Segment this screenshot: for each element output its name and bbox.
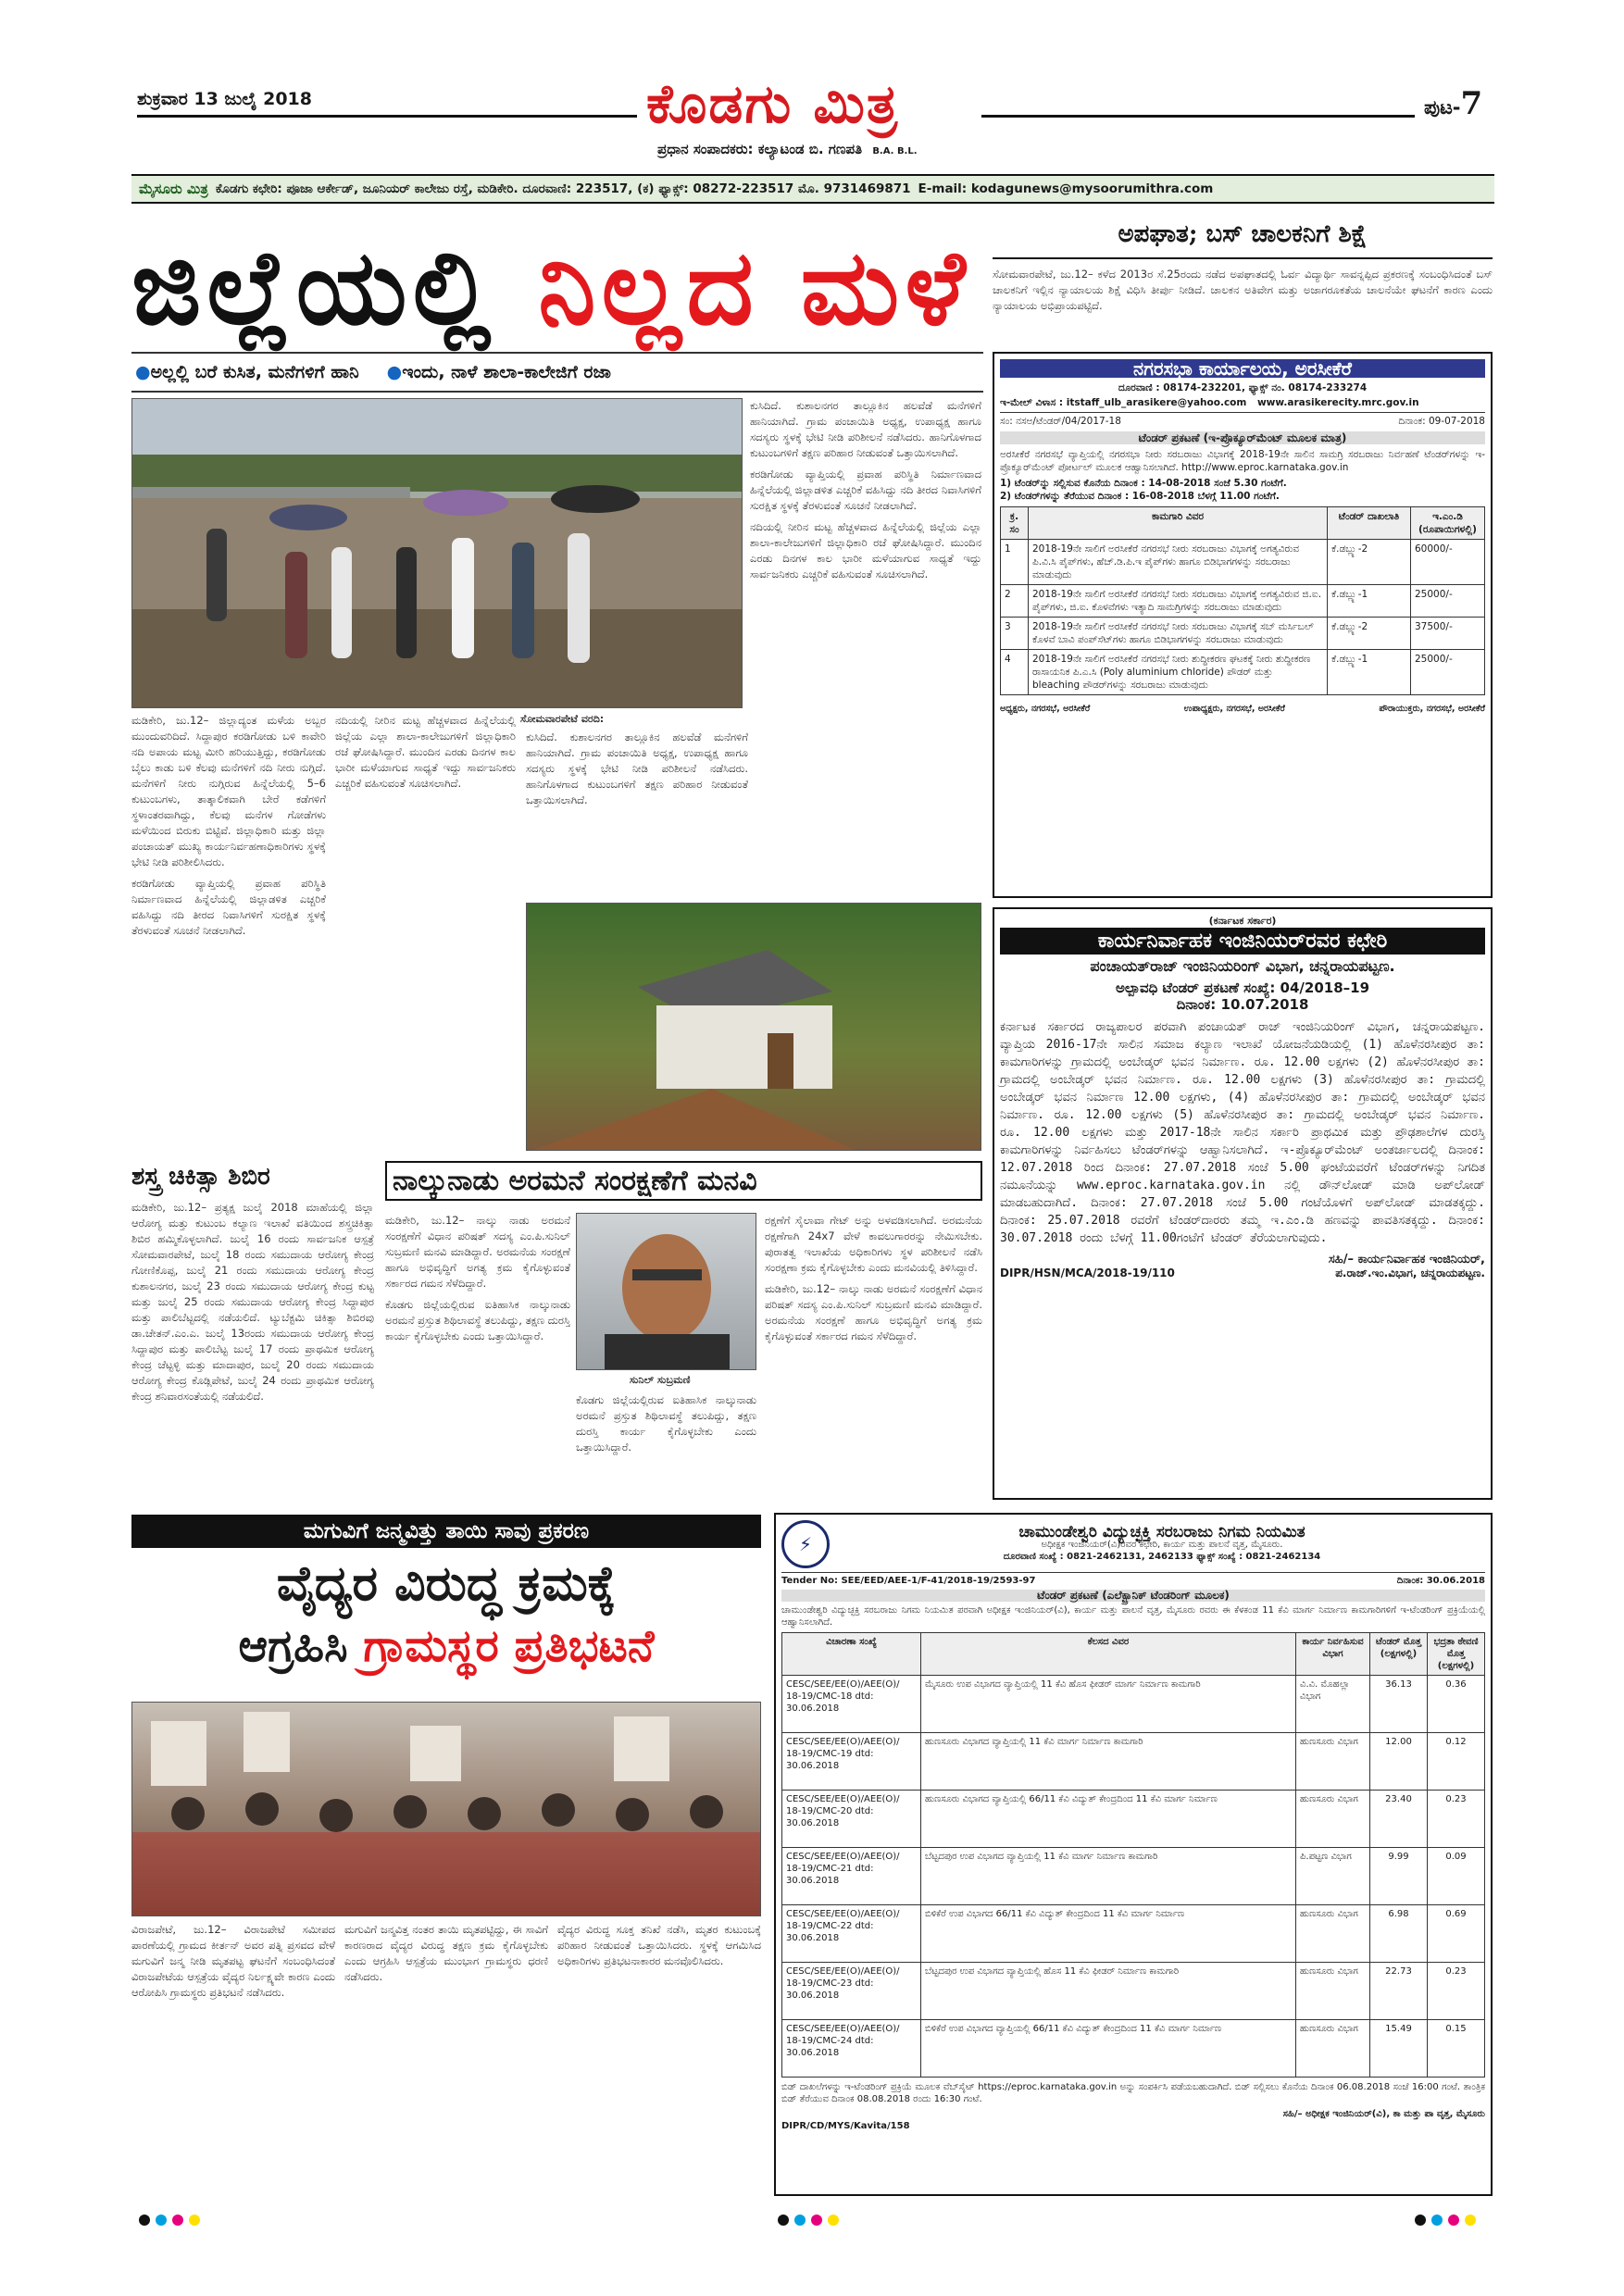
arasikere-open-date: 2) ಟೆಂಡರ್‌ಗಳನ್ನು ತೆರೆಯುವ ದಿನಾಂಕ : 16-08-2018 ಬೆಳಗ್ಗೆ 11.00 ಗಂಟೆಗೆ. [1000,491,1280,502]
address-bar [131,174,1494,204]
table-cell: ಹುಣಸೂರು ವಿಭಾಗದ ವ್ಯಾಪ್ತಿಯಲ್ಲಿ 66/11 ಕೆವಿ ವಿದ್ಯುತ್ ಕೇಂದ್ರದಿಂದ 11 ಕೆವಿ ಮಾರ್ಗ ನಿರ್ಮಾಣ [921,1791,1296,1848]
arasikere-notice-title: ಟೆಂಡರ್ ಪ್ರಕಟಣೆ (ಇ-ಪ್ರೊಕ್ಯೂರ್‌ಮೆಂಟ್ ಮೂಲಕ ಮಾತ್ರ) [1000,431,1485,444]
registration-dot [156,2215,167,2226]
main-story-paragraph: ನದಿಯಲ್ಲಿ ನೀರಿನ ಮಟ್ಟ ಹೆಚ್ಚಳವಾದ ಹಿನ್ನೆಲೆಯಲ್ಲಿ ಜಿಲ್ಲೆಯ ಎಲ್ಲಾ ಶಾಲಾ-ಕಾಲೇಜುಗಳಿಗೆ ಜಿಲ್ಲಾಧಿಕಾರಿ ರಜೆ ಘೋಷಿಸಿದ್ದಾರೆ. ಮುಂದಿನ ಎರಡು ದಿನಗಳ ಕಾಲ ಭಾರೀ ಮಳೆಯಾಗುವ ಸಾಧ್ಯತೆ ಇದ್ದು ಸಾರ್ವಜನಿಕರು ಎಚ್ಚರಿಕೆ ವಹಿಸುವಂತೆ ಸೂಚಿಸಲಾಗಿದೆ. [335,714,516,790]
col-header: ಕಾಮಗಾರಿ ವಿವರ [1029,507,1328,540]
table-cell: ಕೆ.ಡಬ್ಲ್ಯು-1 [1328,650,1411,695]
table-cell: ಹುಣಸೂರು ವಿಭಾಗ [1296,1963,1370,2020]
arasikere-last-date: 1) ಟೆಂಡರ್‌ನ್ನು ಸಲ್ಲಿಸುವ ಕೊನೆಯ ದಿನಾಂಕ : 14-08-2018 ಸಂಜೆ 5.30 ಗಂಟೆಗೆ. [1000,478,1287,489]
arasikere-date: ದಿನಾಂಕ: 09-07-2018 [1398,416,1485,427]
office-email: E-mail: kodagunews@mysoorumithra.com [918,181,1214,196]
table-row [782,1733,1485,1791]
table-cell: ಪಿ.ಪಟ್ಟಣ ವಿಭಾಗ [1296,1848,1370,1905]
headline-part-red: ನಿಲ್ಲದ ಮಳೆ [538,227,971,348]
palace-paragraph: ರಕ್ಷಣೆಗೆ ಸೈಲಾವಾ ಗೇಟ್ ಅನ್ನು ಅಳವಡಿಸಲಾಗಿದೆ. ಅರಮನೆಯ ರಕ್ಷಣೆಗಾಗಿ 24x7 ವೇಳೆ ಕಾವಲುಗಾರರನ್ನು ನೇಮಿಸಬೇಕು. ಪುರಾತತ್ವ ಇಲಾಖೆಯ ಅಧಿಕಾರಿಗಳು ಸ್ಥಳ ಪರಿಶೀಲನೆ ನಡೆಸಿ ಸಂರಕ್ಷಣಾ ಕ್ರಮ ಕೈಗೊಳ್ಳಬೇಕು ಎಂದು ಮನವಿಯಲ್ಲಿ ತಿಳಿಸಿದ್ದಾರೆ. [765,1214,982,1274]
registration-marks-center [778,2215,839,2226]
arasikere-tender-table [1000,506,1485,695]
subhead-2: ●ಇಂದು, ನಾಳೆ ಶಾಲಾ-ಕಾಲೇಜಿಗೆ ರಜಾ [386,362,611,382]
protest-body-col-2: ಮಗುವಿಗೆ ಜನ್ಮವಿತ್ತ ನಂತರ ತಾಯಿ ಮೃತಪಟ್ಟಿದ್ದು, ಈ ಸಾವಿಗೆ ಕಾರಣರಾದ ವೈದ್ಯರ ವಿರುದ್ಧ ತಕ್ಷಣ ಕ್ರಮ ಕೈಗೊಳ್ಳಬೇಕು ಎಂದು ಆಗ್ರಹಿಸಿ ಆಸ್ಪತ್ರೆಯ ಮುಂಭಾಗ ಗ್ರಾಮಸ್ಥರು ಧರಣಿ ನಡೆಸಿದರು. [344,1923,548,1983]
main-headline [131,218,983,357]
ee-sign-dept: ಪ.ರಾಜ್.ಇಂ.ವಿಭಾಗ, ಚನ್ನರಾಯಪಟ್ಟಣ. [1335,1267,1485,1279]
table-cell: 0.36 [1428,1676,1485,1733]
portrait-caption: ಸುನಿಲ್ ಸುಬ್ರಮಣಿ [630,1374,691,1386]
chief-editor [657,141,918,157]
table-cell: CESC/SEE/EE(O)/AEE(O)/ 18-19/CMC-18 dtd: 30.06.2018 [782,1676,921,1733]
table-cell: 0.12 [1428,1733,1485,1791]
arasikere-tender-notice [993,352,1493,898]
signature: ಉಪಾಧ್ಯಕ್ಷರು, ನಗರಸಭೆ, ಅರಸೀಕೆರೆ [1183,704,1285,714]
ee-tender-notice [993,907,1493,1500]
page-label: ಪುಟ- [1424,96,1461,119]
table-cell: 25000/- [1411,585,1485,618]
registration-dot [794,2215,806,2226]
palace-paragraph: ಮಡಿಕೇರಿ, ಜು.12– ನಾಲ್ಕು ನಾಡು ಅರಮನೆ ಸಂರಕ್ಷಣೆಗೆ ವಿಧಾನ ಪರಿಷತ್ ಸದಸ್ಯ ಎಂ.ಪಿ.ಸುನಿಲ್ ಸುಬ್ರಮಣಿ ಮನವಿ ಮಾಡಿದ್ದಾರೆ. ಅರಮನೆಯ ಸಂರಕ್ಷಣೆ ಹಾಗೂ ಅಭಿವೃದ್ಧಿಗೆ ಅಗತ್ಯ ಕ್ರಮ ಕೈಗೊಳ್ಳುವಂತೆ ಸರ್ಕಾರದ ಗಮನ ಸೆಳೆದಿದ್ದಾರೆ. [385,1214,570,1290]
table-cell: CESC/SEE/EE(O)/AEE(O)/ 18-19/CMC-22 dtd: 30.06.2018 [782,1905,921,1963]
registration-dot [1448,2215,1459,2226]
table-cell: 6.98 [1370,1905,1428,1963]
ee-date: ದಿನಾಂಕ: 10.07.2018 [1176,996,1309,1013]
table-row [782,1791,1485,1848]
table-cell: 12.00 [1370,1733,1428,1791]
flood-inspection-photo [131,398,743,708]
main-story-paragraph: ನದಿಯಲ್ಲಿ ನೀರಿನ ಮಟ್ಟ ಹೆಚ್ಚಳವಾದ ಹಿನ್ನೆಲೆಯಲ್ಲಿ ಜಿಲ್ಲೆಯ ಎಲ್ಲಾ ಶಾಲಾ-ಕಾಲೇಜುಗಳಿಗೆ ಜಿಲ್ಲಾಧಿಕಾರಿ ರಜೆ ಘೋಷಿಸಿದ್ದಾರೆ. ಮುಂದಿನ ಎರಡು ದಿನಗಳ ಕಾಲ ಭಾರೀ ಮಳೆಯಾಗುವ ಸಾಧ್ಯತೆ ಇದ್ದು ಸಾರ್ವಜನಿಕರು ಎಚ್ಚರಿಕೆ ವಹಿಸುವಂತೆ ಸೂಚಿಸಲಾಗಿದೆ. [750,520,981,580]
table-cell: 2018-19ನೇ ಸಾಲಿಗೆ ಅರಸೀಕೆರೆ ನಗರಸಭೆ ನೀರು ಸರಬರಾಜು ವಿಭಾಗಕ್ಕೆ ಅಗತ್ಯವಿರುವ ಜಿ.ಐ. ಪೈಪ್‌ಗಳು, ಜಿ.ಐ. ಕೊಳವೆಗಳು ಇತ್ಯಾದಿ ಸಾಮಗ್ರಿಗಳನ್ನು ಸರಬರಾಜು ಮಾಡುವುದು [1029,585,1328,618]
col-header: ವಿಚಾರಣಾ ಸಂಖ್ಯೆ [782,1633,921,1676]
table-cell: ಕೆ.ಡಬ್ಲ್ಯು-2 [1328,618,1411,650]
protest-kicker: ಮಗುವಿಗೆ ಜನ್ಮವಿತ್ತು ತಾಯಿ ಸಾವು ಪ್ರಕರಣ [131,1515,761,1548]
arasikere-email: ಇ-ಮೇಲ್ ವಿಳಾಸ : itstaff_ulb_arasikere@yahoo.com [1000,397,1247,408]
health-camp-body: ಮಡಿಕೇರಿ, ಜು.12– ಪ್ರತ್ಯಕ್ಷ ಜುಲೈ 2018 ಮಾಹೆಯಲ್ಲಿ ಜಿಲ್ಲಾ ಆರೋಗ್ಯ ಮತ್ತು ಕುಟುಂಬ ಕಲ್ಯಾಣ ಇಲಾಖೆ ವತಿಯಿಂದ ಶಸ್ತ್ರಚಿಕಿತ್ಸಾ ಶಿಬಿರ ಹಮ್ಮಿಕೊಳ್ಳಲಾಗಿದೆ. ಜುಲೈ 16 ರಂದು ಸಾರ್ವಜನಿಕ ಆಸ್ಪತ್ರೆ ಸೋಮವಾರಪೇಟೆ, ಜುಲೈ 18 ರಂದು ಸಮುದಾಯ ಆರೋಗ್ಯ ಕೇಂದ್ರ ಗೋಣಿಕೊಪ್ಪ, ಜುಲೈ 21 ರಂದು ಸಮುದಾಯ ಆರೋಗ್ಯ ಕೇಂದ್ರ ಕುಶಾಲನಗರ, ಜುಲೈ 23 ರಂದು ಸಮುದಾಯ ಆರೋಗ್ಯ ಕೇಂದ್ರ ಕುಟ್ಟ ಮತ್ತು ಜುಲೈ 25 ರಂದು ಸಮುದಾಯ ಆರೋಗ್ಯ ಕೇಂದ್ರ ಸಿದ್ದಾಪುರ ಮತ್ತು ಪಾಲಿಬೆಟ್ಟದಲ್ಲಿ ನಡೆಯಲಿದೆ. ಟ್ಯುಬೆಕ್ಟಮಿ ಚಿಕಿತ್ಸಾ ಶಿಬಿರವು ಡಾ.ಚೇತನ್.ಎಂ.ಎ. ಜುಲೈ 13ರಂದು ಸಮುದಾಯ ಆರೋಗ್ಯ ಕೇಂದ್ರ ಸಿದ್ದಾಪುರ ಮತ್ತು ಪಾಲಿಬೆಟ್ಟ ಜುಲೈ 17 ರಂದು ಪ್ರಾಥಮಿಕ ಆರೋಗ್ಯ ಕೇಂದ್ರ ಚೆಟ್ಟಳ್ಳಿ ಮತ್ತು ಮಾದಾಪುರ, ಜುಲೈ 20 ರಂದು ಸಮುದಾಯ ಆರೋಗ್ಯ ಕೇಂದ್ರ ಕೊಡ್ಲಿಪೇಟೆ, ಜುಲೈ 24 ರಂದು ಪ್ರಾಥಮಿಕ ಆರೋಗ್ಯ ಕೇಂದ್ರ ಶನಿವಾರಸಂತೆಯಲ್ಲಿ ನಡೆಯಲಿದೆ. [131,1201,374,1403]
table-cell: 1 [1001,540,1029,585]
table-cell: 2018-19ನೇ ಸಾಲಿಗೆ ಅರಸೀಕೆರೆ ನಗರಸಭೆ ನೀರು ಶುದ್ಧೀಕರಣ ಘಟಕಕ್ಕೆ ನೀರು ಶುದ್ಧೀಕರಣ ರಾಸಾಯನಿಕ ಪಿ.ಎ.ಸಿ (Poly aluminium chloride) ಪೌಡರ್ ಮತ್ತು bleaching ಪೌಡರ್‌ಗಳನ್ನು ಸರಬರಾಜು ಮಾಡುವುದು [1029,650,1328,695]
table-cell: ಕೆ.ಡಬ್ಲ್ಯು-2 [1328,540,1411,585]
table-cell: 25000/- [1411,650,1485,695]
table-cell: 0.15 [1428,2020,1485,2078]
edition-date: ಶುಕ್ರವಾರ 13 ಜುಲೈ 2018 [137,89,312,109]
ee-sign: ಸಹಿ/– ಕಾರ್ಯನಿರ್ವಾಹಕ ಇಂಜಿನಿಯರ್, [1328,1253,1485,1267]
cesc-notice-title: ಟೆಂಡರ್ ಪ್ರಕಟಣೆ (ಎಲೆಕ್ಟ್ರಾನಿಕ್ ಟೆಂಡರಿಂಗ್ ಮೂಲಕ) [781,1590,1485,1602]
cesc-phone: ದೂರವಾಣಿ ಸಂಖ್ಯೆ : 0821-2462131, 2462133 ಫ್ಯಾಕ್ಸ್ ಸಂಖ್ಯೆ : 0821-2462134 [1003,1551,1321,1562]
col-header: ಕೆಲಸದ ವಿವರ [921,1633,1296,1676]
table-row [782,1848,1485,1905]
sister-brand: ಮೈಸೂರು ಮಿತ್ರ [139,181,208,197]
accident-title: ಅಪಘಾತ; ಬಸ್ ಚಾಲಕನಿಗೆ ಶಿಕ್ಷೆ [1118,220,1368,248]
table-cell: ಕೆ.ಡಬ್ಲ್ಯು-1 [1328,585,1411,618]
cesc-dipr: DIPR/CD/MYS/Kavita/158 [781,2121,910,2131]
table-cell: ಹುಣಸೂರು ವಿಭಾಗ [1296,2020,1370,2078]
editor-degree: B.A. B.L. [872,146,918,156]
table-cell: ವಿ.ವಿ. ಮೊಹಲ್ಲಾ ವಿಭಾಗ [1296,1676,1370,1733]
table-cell: 2 [1001,585,1029,618]
palace-title: ನಾಲ್ಕುನಾಡು ಅರಮನೆ ಸಂರಕ್ಷಣೆಗೆ ಮನವಿ [385,1161,982,1201]
table-cell: 15.49 [1370,2020,1428,2078]
bullet-icon: ● [386,362,403,382]
table-row [782,1905,1485,1963]
cesc-tender-table [781,1632,1485,2078]
table-cell: ಹುಣಸೂರು ವಿಭಾಗದ ವ್ಯಾಪ್ತಿಯಲ್ಲಿ 11 ಕೆವಿ ಮಾರ್ಗ ನಿರ್ಮಾಣ ಕಾಮಗಾರಿ [921,1733,1296,1791]
arasikere-website: www.arasikerecity.mrc.gov.in [1256,397,1419,408]
cesc-tender-notice [774,1513,1493,2196]
ee-title: ಕಾರ್ಯನಿರ್ವಾಹಕ ಇಂಜಿನಿಯರ್‌ರವರ ಕಛೇರಿ [1000,928,1485,955]
headline-subbar [131,352,983,393]
cesc-ref-row [781,1572,1485,1587]
page-number-value: 7 [1460,85,1483,122]
main-story-paragraph: ಕರಡಿಗೋಡು ವ್ಯಾಪ್ತಿಯಲ್ಲಿ ಪ್ರವಾಹ ಪರಿಸ್ಥಿತಿ ನಿರ್ಮಾಣವಾದ ಹಿನ್ನೆಲೆಯಲ್ಲಿ ಜಿಲ್ಲಾಡಳಿತ ಎಚ್ಚರಿಕೆ ವಹಿಸಿದ್ದು ನದಿ ತೀರದ ನಿವಾಸಿಗಳಿಗೆ ಸುರಕ್ಷಿತ ಸ್ಥಳಕ್ಕೆ ತೆರಳುವಂತೆ ಸೂಚನೆ ನೀಡಲಾಗಿದೆ. [131,877,326,937]
cesc-office: ಅಧೀಕ್ಷಕ ಇಂಜಿನಿಯರ್(ವಿ)ರವರ ಕಛೇರಿ, ಕಾರ್ಯ ಮತ್ತು ಪಾಲನೆ ವೃತ್ತ, ಮೈಸೂರು. [1041,1539,1283,1550]
table-row [782,1963,1485,2020]
protest-photo [131,1702,761,1916]
table-cell: ಹುಣಸೂರು ವಿಭಾಗ [1296,1791,1370,1848]
cesc-sign: ಸಹಿ/– ಅಧೀಕ್ಷಕ ಇಂಜಿನಿಯರ್(ವಿ), ಕಾ ಮತ್ತು ಪಾ ವೃತ್ತ, ಮೈಸೂರು [1282,2109,1485,2119]
flood-scene-illustration [132,399,743,708]
bullet-icon: ● [135,362,151,382]
table-cell: ಬಿಳಿಕೆರೆ ಉಪ ವಿಭಾಗದ 66/11 ಕೆವಿ ವಿದ್ಯುತ್ ಕೇಂದ್ರದಿಂದ 11 ಕೆವಿ ಮಾರ್ಗ ನಿರ್ಮಾಣ [921,1905,1296,1963]
registration-dot [172,2215,183,2226]
palace-paragraph: ಮಡಿಕೇರಿ, ಜು.12– ನಾಲ್ಕು ನಾಡು ಅರಮನೆ ಸಂರಕ್ಷಣೆಗೆ ವಿಧಾನ ಪರಿಷತ್ ಸದಸ್ಯ ಎಂ.ಪಿ.ಸುನಿಲ್ ಸುಬ್ರಮಣಿ ಮನವಿ ಮಾಡಿದ್ದಾರೆ. ಅರಮನೆಯ ಸಂರಕ್ಷಣೆ ಹಾಗೂ ಅಭಿವೃದ್ಧಿಗೆ ಅಗತ್ಯ ಕ್ರಮ ಕೈಗೊಳ್ಳುವಂತೆ ಸರ್ಕಾರದ ಗಮನ ಸೆಳೆದಿದ್ದಾರೆ. [765,1282,982,1342]
office-address: ಕೊಡಗು ಕಛೇರಿ: ಪೂಜಾ ಆರ್ಕೇಡ್, ಜೂನಿಯರ್ ಕಾಲೇಜು ರಸ್ತೆ, ಮಡಿಕೇರಿ. ದೂರವಾಣಿ: 223517, (ಕ) ಫ್ಯಾಕ್ಸ್: 08272-223517 ಮೊ. 9731469871 [215,181,911,196]
table-cell: CESC/SEE/EE(O)/AEE(O)/ 18-19/CMC-23 dtd: 30.06.2018 [782,1963,921,2020]
col-header: ಇ.ಎಂ.ಡಿ (ರೂಪಾಯಿಗಳಲ್ಲಿ) [1411,507,1485,540]
collapsed-house-photo [526,903,981,1151]
registration-dot [1415,2215,1426,2226]
registration-dot [778,2215,789,2226]
table-cell: 0.23 [1428,1791,1485,1848]
main-story-col-1 [131,713,326,1157]
table-cell: 37500/- [1411,618,1485,650]
table-cell: CESC/SEE/EE(O)/AEE(O)/ 18-19/CMC-21 dtd: 30.06.2018 [782,1848,921,1905]
page-number [1424,85,1482,122]
ee-dept: ಪಂಚಾಯತ್‌ರಾಜ್ ಇಂಜಿನಿಯರಿಂಗ್ ವಿಭಾಗ, ಚನ್ನರಾಯಪಟ್ಟಣ. [1090,957,1395,975]
table-cell: 0.23 [1428,1963,1485,2020]
palace-body-col-2 [576,1392,756,1528]
main-story-paragraph: ಕುಸಿದಿದೆ. ಕುಶಾಲನಗರ ತಾಲ್ಲೂಕಿನ ಹಲವೆಡೆ ಮನೆಗಳಿಗೆ ಹಾನಿಯಾಗಿದೆ. ಗ್ರಾಮ ಪಂಚಾಯಿತಿ ಅಧ್ಯಕ್ಷ, ಉಪಾಧ್ಯಕ್ಷ ಹಾಗೂ ಸದಸ್ಯರು ಸ್ಥಳಕ್ಕೆ ಭೇಟಿ ನೀಡಿ ಪರಿಶೀಲನೆ ನಡೆಸಿದರು. ಹಾನಿಗೊಳಗಾದ ಕುಟುಂಬಗಳಿಗೆ ತಕ್ಷಣ ಪರಿಹಾರ ನೀಡುವಂತೆ ಒತ್ತಾಯಿಸಲಾಗಿದೆ. [750,399,981,459]
arasikere-signatures [1000,703,1485,716]
registration-marks-right [1415,2215,1476,2226]
table-cell: ಹುಣಸೂರು ವಿಭಾಗ [1296,1733,1370,1791]
protest-crowd-illustration [132,1703,761,1916]
editor-name: ಪ್ರಧಾನ ಸಂಪಾದಕರು: ಕಲ್ಯಾಟಂಡ ಬಿ. ಗಣಪತಿ [657,141,863,157]
main-story-col-3 [526,730,748,896]
headline-part-red: ಗ್ರಾಮಸ್ಥರ ಪ್ರತಿಭಟನೆ [363,1620,655,1672]
palace-body-col-3 [765,1213,982,1528]
ee-gov: (ಕರ್ನಾಟಕ ಸರ್ಕಾರ) [1208,915,1277,927]
cesc-date: ದಿನಾಂಕ: 30.06.2018 [1396,1576,1485,1586]
table-cell: 60000/- [1411,540,1485,585]
cesc-tender-no: Tender No: SEE/EED/AEE-1/F-41/2018-19/2593-97 [781,1576,1036,1586]
table-cell: ಬೆಟ್ಟದಪುರ ಉಪ ವಿಭಾಗದ ವ್ಯಾಪ್ತಿಯಲ್ಲಿ ಹೊಸ 11 ಕೆವಿ ಫೀಡರ್ ನಿರ್ಮಾಣ ಕಾಮಗಾರಿ [921,1963,1296,2020]
col-header: ಟೆಂಡರ್ ಮೊತ್ತ (ಲಕ್ಷಗಳಲ್ಲಿ) [1370,1633,1428,1676]
arasikere-contact [1000,396,1485,409]
table-cell: 2018-19ನೇ ಸಾಲಿಗೆ ಅರಸೀಕೆರೆ ನಗರಸಭೆ ನೀರು ಸರಬರಾಜು ವಿಭಾಗಕ್ಕೆ ಅಗತ್ಯವಿರುವ ಪಿ.ವಿ.ಸಿ ಪೈಪ್‌ಗಳು, ಹೆಚ್.ಡಿ.ಪಿ.ಇ ಪೈಪ್‌ಗಳು ಹಾಗೂ ಬಿಡಿಭಾಗಗಳನ್ನು ಸರಬರಾಜು ಮಾಡುವುದು [1029,540,1328,585]
palace-body-col-1 [385,1213,570,1528]
signature: ಅಧ್ಯಕ್ಷರು, ನಗರಸಭೆ, ಅರಸೀಕೆರೆ [1000,704,1091,714]
subhead-1: ●ಅಲ್ಲಲ್ಲಿ ಬರೆ ಕುಸಿತ, ಮನೆಗಳಿಗೆ ಹಾನಿ [135,362,359,382]
table-cell: 2018-19ನೇ ಸಾಲಿಗೆ ಅರಸೀಕೆರೆ ನಗರಸಭೆ ನೀರು ಸರಬರಾಜು ವಿಭಾಗಕ್ಕೆ ಸಬ್ ಮರ್ಸಿಬಲ್ ಕೊಳವೆ ಬಾವಿ ಪಂಪ್‌ಸೆಟ್‌ಗಳು ಹಾಗೂ ಬಿಡಿಭಾಗಗಳನ್ನು ಸರಬರಾಜು ಮಾಡುವುದು [1029,618,1328,650]
main-story-col-2 [335,713,516,1157]
arasikere-intro: ಅರಸೀಕೆರೆ ನಗರಸಭೆ ವ್ಯಾಪ್ತಿಯಲ್ಲಿ ನಗರಸಭಾ ನೀರು ಸರಬರಾಜು ವಿಭಾಗಕ್ಕೆ 2018-19ನೇ ಸಾಲಿನ ಸಾಮಗ್ರಿ ಸರಬರಾಜು ನಿರ್ವಹಣೆ ಟೆಂಡರ್‌ಗಳನ್ನು ಇ-ಪ್ರೊಕ್ಯೂರ್‌ಮೆಂಟ್ ಪೋರ್ಟಲ್ ಮೂಲಕ ಆಹ್ವಾನಿಸಲಾಗಿದೆ. http://www.eproc.karnataka.gov.in [1000,449,1485,473]
table-cell: 4 [1001,650,1029,695]
col-header: ಭದ್ರತಾ ಠೇವಣಿ ಮೊತ್ತ (ಲಕ್ಷಗಳಲ್ಲಿ) [1428,1633,1485,1676]
table-cell: 22.73 [1370,1963,1428,2020]
main-story-paragraph: ಮಡಿಕೇರಿ, ಜು.12– ಜಿಲ್ಲಾದ್ಯಂತ ಮಳೆಯ ಅಬ್ಬರ ಮುಂದುವರಿದಿದೆ. ಸಿದ್ದಾಪುರ ಕರಡಿಗೋಡು ಬಳಿ ಕಾವೇರಿ ನದಿ ಅಪಾಯ ಮಟ್ಟ ಮೀರಿ ಹರಿಯುತ್ತಿದ್ದು, ಕರಡಿಗೋಡು ಬೈಲು ಕಾಡು ಬಳಿ ಕೆಲವು ಮನೆಗಳಿಗೆ ನದಿ ನೀರು ನುಗ್ಗಿದೆ. ಮನೆಗಳಿಗೆ ನೀರು ನುಗ್ಗಿರುವ ಹಿನ್ನೆಲೆಯಲ್ಲಿ 5–6 ಕುಟುಂಬಗಳು, ತಾತ್ಕಾಲಿಕವಾಗಿ ಬೇರೆ ಕಡೆಗಳಿಗೆ ಸ್ಥಳಾಂತರವಾಗಿದ್ದು, ಕೆಲವು ಮನೆಗಳ ಗೋಡೆಗಳು ಮಳೆಯಿಂದ ಬಿರುಕು ಬಿಟ್ಟಿವೆ. ಜಿಲ್ಲಾಧಿಕಾರಿ ಮತ್ತು ಜಿಲ್ಲಾ ಪಂಚಾಯತ್ ಮುಖ್ಯ ಕಾರ್ಯನಿರ್ವಹಣಾಧಿಕಾರಿಗಳು ಸ್ಥಳಕ್ಕೆ ಭೇಟಿ ನೀಡಿ ಪರಿಶೀಲಿಸಿದರು. [131,714,326,868]
ee-dipr: DIPR/HSN/MCA/2018-19/110 [1000,1267,1175,1279]
registration-dot [1465,2215,1476,2226]
table-row [782,2020,1485,2078]
registration-dot [189,2215,200,2226]
registration-dot [139,2215,150,2226]
cesc-footer: ಬಿಡ್ ದಾಖಲೆಗಳನ್ನು ಇ-ಟೆಂಡರಿಂಗ್ ಪ್ರಕ್ರಿಯೆ ಮೂಲಕ ವೆಬ್‌ಸೈಟ್ https://eproc.karnataka.gov.in ಅನ್ನು ಸಂಪರ್ಕಿಸಿ ಪಡೆಯಬಹುದಾಗಿದೆ. ಬಿಡ್ ಸಲ್ಲಿಸಲು ಕೊನೆಯ ದಿನಾಂಕ 06.08.2018 ಸಂಜೆ 16:00 ಗಂಟೆ. ತಾಂತ್ರಿಕ ಬಿಡ್ ತೆರೆಯುವ ದಿನಾಂಕ 08.08.2018 ರಂದು 16:30 ಗಂಟೆ. [781,2082,1485,2104]
masthead-rule-left [137,115,637,118]
table-cell: CESC/SEE/EE(O)/AEE(O)/ 18-19/CMC-24 dtd: 30.06.2018 [782,2020,921,2078]
cesc-logo-icon: ⚡ [781,1520,830,1568]
table-row [1001,650,1485,695]
sunil-subramani-photo [576,1213,756,1370]
masthead-rule-right [981,115,1415,118]
protest-body-col-3: ವೈದ್ಯರ ವಿರುದ್ಧ ಸೂಕ್ತ ತನಿಖೆ ನಡೆಸಿ, ಮೃತರ ಕುಟುಂಬಕ್ಕೆ ಪರಿಹಾರ ನೀಡುವಂತೆ ಒತ್ತಾಯಿಸಿದರು. ಸ್ಥಳಕ್ಕೆ ಆಗಮಿಸಿದ ಅಧಿಕಾರಿಗಳು ಪ್ರತಿಭಟನಾಕಾರರ ಮನವೊಲಿಸಿದರು. [557,1923,761,1967]
table-cell: 9.99 [1370,1848,1428,1905]
col-header: ಕಾರ್ಯ ನಿರ್ವಹಿಸುವ ವಿಭಾಗ [1296,1633,1370,1676]
health-camp-title: ಶಸ್ತ್ರ ಚಿಕಿತ್ಸಾ ಶಿಬಿರ [131,1163,270,1191]
registration-dot [828,2215,839,2226]
cesc-header-text [839,1522,1485,1563]
col-header: ಕ್ರ. ಸಂ [1001,507,1029,540]
portrait-illustration [577,1214,756,1370]
headline-part-black: ಜಿಲ್ಲೆಯಲ್ಲಿ [131,227,497,348]
headline-part-black: ಆಗ್ರಹಿಸಿ [238,1620,348,1672]
palace-paragraph: ಕೊಡಗು ಜಿಲ್ಲೆಯಲ್ಲಿರುವ ಐತಿಹಾಸಿಕ ನಾಲ್ಕುನಾಡು ಅರಮನೆ ಪ್ರಸ್ತುತ ಶಿಥಿಲಾವಸ್ಥೆ ತಲುಪಿದ್ದು, ತಕ್ಷಣ ದುರಸ್ತಿ ಕಾರ್ಯ ಕೈಗೊಳ್ಳಬೇಕು ಎಂದು ಒತ್ತಾಯಿಸಿದ್ದಾರೆ. [576,1393,756,1454]
accident-rule [993,257,1493,259]
registration-marks-left [139,2215,200,2226]
registration-dot [1431,2215,1443,2226]
cesc-header [781,1520,1485,1568]
table-cell: ಹುಣಸೂರು ವಿಭಾಗ [1296,1905,1370,1963]
table-cell: CESC/SEE/EE(O)/AEE(O)/ 18-19/CMC-20 dtd: 30.06.2018 [782,1791,921,1848]
table-row [1001,585,1485,618]
protest-headline-1: ವೈದ್ಯರ ವಿರುದ್ಧ ಕ್ರಮಕ್ಕೆ [276,1555,617,1612]
table-cell: CESC/SEE/EE(O)/AEE(O)/ 18-19/CMC-19 dtd: 30.06.2018 [782,1733,921,1791]
registration-dot [811,2215,822,2226]
table-cell: ಬೆಟ್ಟದಪುರ ಉಪ ವಿಭಾಗದ ವ್ಯಾಪ್ತಿಯಲ್ಲಿ 11 ಕೆವಿ ಮಾರ್ಗ ನಿರ್ಮಾಣ ಕಾಮಗಾರಿ [921,1848,1296,1905]
table-row [782,1676,1485,1733]
table-cell: 0.69 [1428,1905,1485,1963]
accident-body: ಸೋಮವಾರಪೇಟೆ, ಜು.12– ಕಳೆದ 2013ರ ಸೆ.25ರಂದು ನಡೆದ ಅಪಘಾತದಲ್ಲಿ ಓರ್ವ ವಿದ್ಯಾರ್ಥಿ ಸಾವನ್ನಪ್ಪಿದ ಪ್ರಕರಣಕ್ಕೆ ಸಂಬಂಧಿಸಿದಂತೆ ಬಸ್ ಚಾಲಕನಿಗೆ ಇಲ್ಲಿನ ನ್ಯಾಯಾಲಯ ಶಿಕ್ಷೆ ವಿಧಿಸಿ ತೀರ್ಪು ನೀಡಿದೆ. ಚಾಲಕನ ಅತಿವೇಗ ಮತ್ತು ಅಜಾಗರೂಕತೆಯ ಚಾಲನೆಯೇ ಘಟನೆಗೆ ಕಾರಣ ಎಂದು ನ್ಯಾಯಾಲಯ ಅಭಿಪ್ರಾಯಪಟ್ಟಿದೆ. [993,268,1493,312]
arasikere-ref-row [1000,412,1485,428]
arasikere-ref: ಸಂ: ನಸಅ/ಟೆಂಡರ್/04/2017-18 [1000,416,1121,427]
cesc-intro: ಚಾಮುಂಡೇಶ್ವರಿ ವಿದ್ಯುಚ್ಛಕ್ತಿ ಸರಬರಾಜು ನಿಗಮ ನಿಯಮಿತ ಪರವಾಗಿ ಅಧೀಕ್ಷಕ ಇಂಜಿನಿಯರ್(ವಿ), ಕಾರ್ಯ ಮತ್ತು ಪಾಲನೆ ವೃತ್ತ, ಮೈಸೂರು ರವರು ಈ ಕೆಳಕಂಡ 11 ಕೆವಿ ಮಾರ್ಗ ನಿರ್ಮಾಣ ಕಾಮಗಾರಿಗಳಿಗೆ ಇ-ಟೆಂಡರಿಂಗ್ ಪ್ರಕ್ರಿಯೆಯಲ್ಲಿ ಆಹ್ವಾನಿಸಲಾಗಿದೆ. [781,1605,1485,1628]
table-row [1001,618,1485,650]
signature: ಪೌರಾಯುಕ್ತರು, ನಗರಸಭೆ, ಅರಸೀಕೆರೆ [1379,704,1485,714]
table-cell: ಮೈಸೂರು ಉಪ ವಿಭಾಗದ ವ್ಯಾಪ್ತಿಯಲ್ಲಿ 11 ಕೆವಿ ಹೊಸ ಫೀಡರ್ ಮಾರ್ಗ ನಿರ್ಮಾಣ ಕಾಮಗಾರಿ [921,1676,1296,1733]
arasikere-phone: ದೂರವಾಣಿ : 08174-232201, ಫ್ಯಾಕ್ಸ್ ನಂ. 08174-233274 [1118,382,1368,393]
newspaper-title: ಕೊಡಗು ಮಿತ್ರ [646,72,900,135]
palace-paragraph: ಕೊಡಗು ಜಿಲ್ಲೆಯಲ್ಲಿರುವ ಐತಿಹಾಸಿಕ ನಾಲ್ಕುನಾಡು ಅರಮನೆ ಪ್ರಸ್ತುತ ಶಿಥಿಲಾವಸ್ಥೆ ತಲುಪಿದ್ದು, ತಕ್ಷಣ ದುರಸ್ತಿ ಕಾರ್ಯ ಕೈಗೊಳ್ಳಬೇಕು ಎಂದು ಒತ್ತಾಯಿಸಿದ್ದಾರೆ. [385,1298,570,1342]
main-photo-caption: ಸೋಮವಾರಪೇಟೆ ವರದಿ: [520,713,605,725]
main-story-paragraph: ಕರಡಿಗೋಡು ವ್ಯಾಪ್ತಿಯಲ್ಲಿ ಪ್ರವಾಹ ಪರಿಸ್ಥಿತಿ ನಿರ್ಮಾಣವಾದ ಹಿನ್ನೆಲೆಯಲ್ಲಿ ಜಿಲ್ಲಾಡಳಿತ ಎಚ್ಚರಿಕೆ ವಹಿಸಿದ್ದು ನದಿ ತೀರದ ನಿವಾಸಿಗಳಿಗೆ ಸುರಕ್ಷಿತ ಸ್ಥಳಕ್ಕೆ ತೆರಳುವಂತೆ ಸೂಚನೆ ನೀಡಲಾಗಿದೆ. [750,468,981,512]
col-header: ಟೆಂಡರ್ ದಾಖಲಾತಿ [1328,507,1411,540]
protest-body-col-1: ವಿರಾಜಪೇಟೆ, ಜು.12– ವಿರಾಜಪೇಟೆ ಸಮೀಪದ ಪಾರಣೆಯಲ್ಲಿ ಗ್ರಾಮದ ಕೀರ್ತನ್ ಅವರ ಪತ್ನಿ ಪ್ರಸವದ ವೇಳೆ ಮಗುವಿಗೆ ಜನ್ಮ ನೀಡಿ ಮೃತಪಟ್ಟ ಘಟನೆಗೆ ಸಂಬಂಧಿಸಿದಂತೆ ವಿರಾಜಪೇಟೆಯ ಆಸ್ಪತ್ರೆಯ ವೈದ್ಯರ ನಿರ್ಲಕ್ಷ್ಯವೇ ಕಾರಣ ಎಂದು ಆರೋಪಿಸಿ ಗ್ರಾಮಸ್ಥರು ಪ್ರತಿಭಟನೆ ನಡೆಸಿದರು. [131,1923,335,1999]
ee-footer-row [1000,1267,1485,1280]
table-cell: 23.40 [1370,1791,1428,1848]
table-cell: 0.09 [1428,1848,1485,1905]
table-row [1001,540,1485,585]
arasikere-header: ನಗರಸಭಾ ಕಾರ್ಯಾಲಯ, ಅರಸೀಕೆರೆ [1000,359,1485,378]
cesc-title: ಚಾಮುಂಡೇಶ್ವರಿ ವಿದ್ಯುಚ್ಛಕ್ತಿ ಸರಬರಾಜು ನಿಗಮ ನಿಯಮಿತ [1018,1522,1305,1541]
main-story-paragraph: ಕುಸಿದಿದೆ. ಕುಶಾಲನಗರ ತಾಲ್ಲೂಕಿನ ಹಲವೆಡೆ ಮನೆಗಳಿಗೆ ಹಾನಿಯಾಗಿದೆ. ಗ್ರಾಮ ಪಂಚಾಯಿತಿ ಅಧ್ಯಕ್ಷ, ಉಪಾಧ್ಯಕ್ಷ ಹಾಗೂ ಸದಸ್ಯರು ಸ್ಥಳಕ್ಕೆ ಭೇಟಿ ನೀಡಿ ಪರಿಶೀಲನೆ ನಡೆಸಿದರು. ಹಾನಿಗೊಳಗಾದ ಕುಟುಂಬಗಳಿಗೆ ತಕ್ಷಣ ಪರಿಹಾರ ನೀಡುವಂತೆ ಒತ್ತಾಯಿಸಲಾಗಿದೆ. [526,730,748,806]
table-cell: 36.13 [1370,1676,1428,1733]
house-scene-illustration [527,904,981,1151]
protest-headline-2 [131,1620,761,1673]
table-cell: 3 [1001,618,1029,650]
main-story-col-4 [750,398,981,898]
ee-notice-no: ಅಲ್ಪಾವಧಿ ಟೆಂಡರ್ ಪ್ರಕಟಣೆ ಸಂಖ್ಯೆ: 04/2018–19 [1115,980,1370,996]
table-cell: ಬಿಳಿಕೆರೆ ಉಪ ವಿಭಾಗದ ವ್ಯಾಪ್ತಿಯಲ್ಲಿ 66/11 ಕೆವಿ ವಿದ್ಯುತ್ ಕೇಂದ್ರದಿಂದ 11 ಕೆವಿ ಮಾರ್ಗ ನಿರ್ಮಾಣ [921,2020,1296,2078]
ee-body: ಕರ್ನಾಟಕ ಸರ್ಕಾರದ ರಾಜ್ಯಪಾಲರ ಪರವಾಗಿ ಪಂಚಾಯತ್ ರಾಜ್ ಇಂಜಿನಿಯರಿಂಗ್ ವಿಭಾಗ, ಚನ್ನರಾಯಪಟ್ಟಣ. ವ್ಯಾಪ್ತಿಯ 2016-17ನೇ ಸಾಲಿನ ಸಮಾಜ ಕಲ್ಯಾಣ ಇಲಾಖೆ ಯೋಜನೆಯಡಿಯಲ್ಲಿ (1) ಹೊಳೆನರಸೀಪುರ ತಾ: ಕಾಮಗಾರಿಗಳನ್ನು ಗ್ರಾಮದಲ್ಲಿ ಅಂಬೇಡ್ಕರ್ ಭವನ ನಿರ್ಮಾಣ. ರೂ. 12.00 ಲಕ್ಷಗಳು (2) ಹೊಳೆನರಸೀಪುರ ತಾ: ಗ್ರಾಮದಲ್ಲಿ ಅಂಬೇಡ್ಕರ್ ಭವನ ನಿರ್ಮಾಣ. ರೂ. 12.00 ಲಕ್ಷಗಳು (3) ಹೊಳೆನರಸೀಪುರ ತಾ: ಗ್ರಾಮದಲ್ಲಿ ಅಂಬೇಡ್ಕರ್ ಭವನ ನಿರ್ಮಾಣ 12.00 ಲಕ್ಷಗಳು, (4) ಹೊಳೆನರಸೀಪುರ ತಾ: ಗ್ರಾಮದಲ್ಲಿ ಅಂಬೇಡ್ಕರ್ ಭವನ ನಿರ್ಮಾಣ. ರೂ. 12.00 ಲಕ್ಷಗಳು (5) ಹೊಳೆನರಸೀಪುರ ತಾ: ಗ್ರಾಮದಲ್ಲಿ ಅಂಬೇಡ್ಕರ್ ಭವನ ನಿರ್ಮಾಣ. ರೂ. 12.00 ಲಕ್ಷಗಳು ಮತ್ತು 2017-18ನೇ ಸಾಲಿನ ಸರ್ಕಾರಿ ಪ್ರಾಥಮಿಕ ಮತ್ತು ಪ್ರೌಢಶಾಲೆಗಳ ದುರಸ್ತಿ ಕಾಮಗಾರಿಗಳನ್ನು ನಿರ್ವಹಿಸಲು ಟೆಂಡರ್‌ಗಳನ್ನು ಆಹ್ವಾನಿಸಲಾಗಿದೆ. ಇ-ಪ್ರೊಕ್ಯೂರ್‌ಮೆಂಟ್ ಅಂತರ್ಜಾಲದಲ್ಲಿ ದಿನಾಂಕ: 12.07.2018 ರಿಂದ ದಿನಾಂಕ: 27.07.2018 ಸಂಜೆ 5.00 ಘಂಟೆಯವರೆಗೆ ಟೆಂಡರ್‌ಗಳನ್ನು ನಿಗದಿತ ನಮೂನೆಯನ್ನು www.eproc.karnataka.gov.in ನಲ್ಲಿ ಡೌನ್‌ಲೋಡ್ ಮಾಡಿ ಅಪ್‌ಲೋಡ್ ಮಾಡಬಹುದಾಗಿದೆ. ದಿನಾಂಕ: 27.07.2018 ಸಂಜೆ 5.00 ಗಂಟೆಯೊಳಗೆ ಅಪ್‌ಲೋಡ್ ಮಾಡತಕ್ಕದ್ದು. ದಿನಾಂಕ: 25.07.2018 ರವರೆಗೆ ಟೆಂಡರ್‌ದಾರರು ತಮ್ಮ ಇ.ಎಂ.ಡಿ ಹಣವನ್ನು ಪಾವತಿಸತಕ್ಕದ್ದು. ದಿನಾಂಕ: 30.07.2018 ರಂದು ಬೆಳಗ್ಗೆ 11.00ಗಂಟೆಗೆ ಟೆಂಡರ್ ತೆರೆಯಲಾಗುವುದು. [1000,1020,1485,1245]
